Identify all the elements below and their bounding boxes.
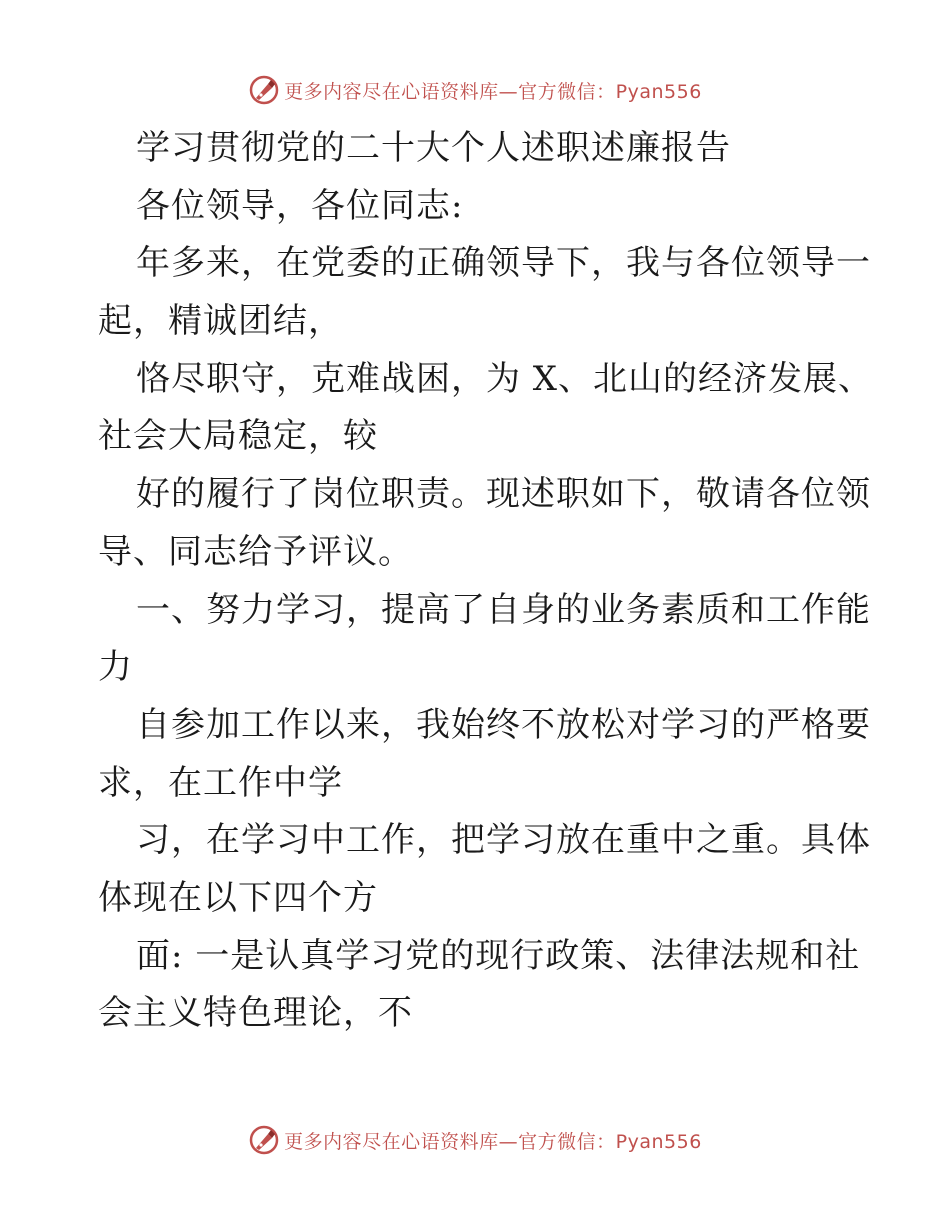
- document-body: [98, 120, 874, 1043]
- footer-watermark: [0, 1120, 950, 1160]
- pen-nib-logo-icon: [248, 1124, 280, 1156]
- paragraph-line: 起，精诚团结，: [98, 301, 343, 342]
- paragraph-line: 习，在学习中工作，把学习放在重中之重。具体: [136, 820, 871, 861]
- paragraph-line: 导、同志给予评议。: [98, 531, 413, 572]
- pen-nib-logo-icon: [248, 74, 280, 106]
- header-watermark: [0, 70, 950, 110]
- section-heading-continued: 力: [98, 647, 133, 688]
- document-title: 学习贯彻党的二十大个人述职述廉报告: [136, 128, 731, 168]
- paragraph-line: 面: 一是认真学习党的现行政策、法律法规和社: [136, 935, 861, 976]
- paragraph-line: 恪尽职守，克难战困，为 X、北山的经济发展、: [136, 358, 874, 399]
- paragraph-line: 体现在以下四个方: [98, 877, 378, 918]
- paragraph-line: 社会大局稳定，较: [98, 416, 378, 457]
- paragraph-line: 求，在工作中学: [98, 762, 343, 803]
- paragraph-line: 年多来，在党委的正确领导下，我与各位领导一: [136, 243, 871, 284]
- salutation: 各位领导，各位同志:: [136, 185, 464, 226]
- paragraph-line: 会主义特色理论，不: [98, 993, 413, 1034]
- paragraph-line: 自参加工作以来，我始终不放松对学习的严格要: [136, 704, 871, 745]
- paragraph-line: 好的履行了岗位职责。现述职如下，敬请各位领: [136, 474, 871, 515]
- header-watermark-text: 更多内容尽在心语资料库—官方微信：Pyan556: [284, 80, 702, 103]
- section-heading: 一、努力学习，提高了自身的业务素质和工作能: [136, 589, 871, 630]
- footer-watermark-text: 更多内容尽在心语资料库—官方微信：Pyan556: [284, 1130, 702, 1153]
